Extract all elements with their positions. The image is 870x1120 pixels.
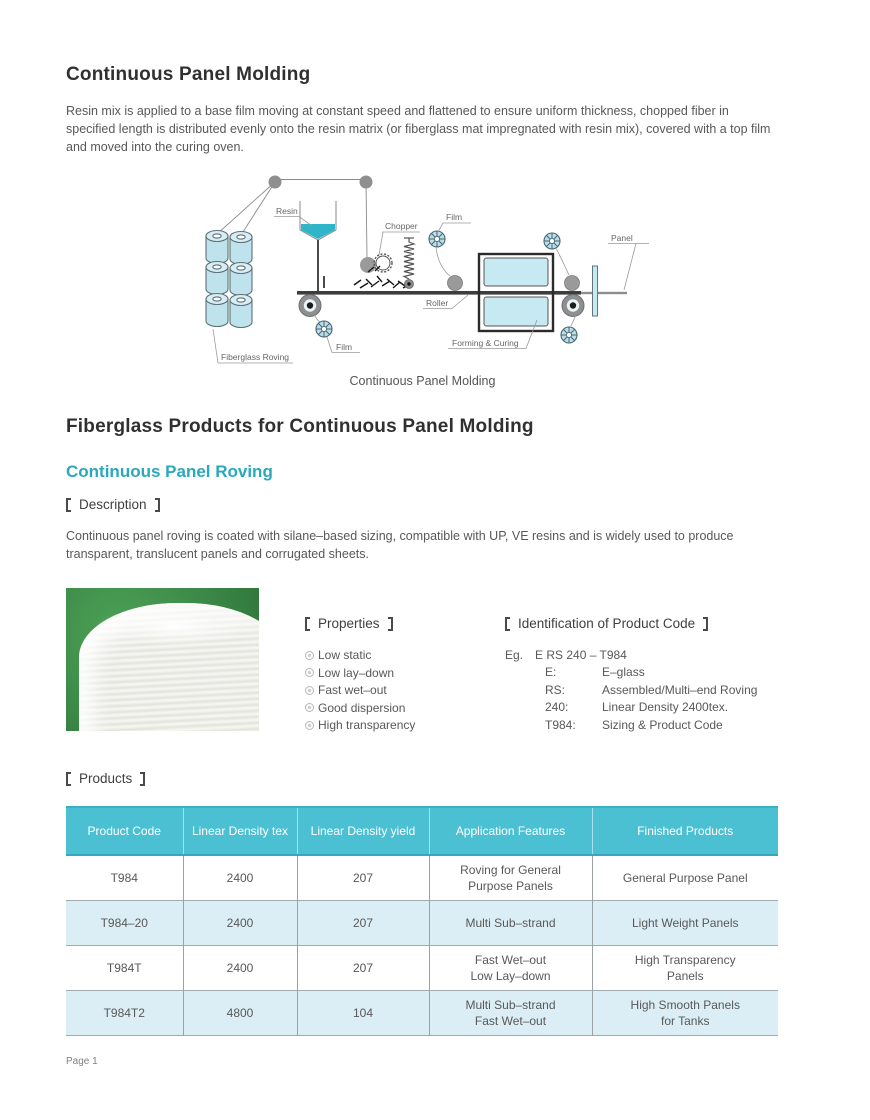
cell-finished bbox=[592, 991, 778, 1036]
svg-text:Film: Film bbox=[446, 212, 463, 222]
svg-text:Roller: Roller bbox=[426, 298, 449, 308]
film-roll-right-top-icon bbox=[544, 233, 560, 249]
code-meaning: Linear Density 2400tex. bbox=[602, 700, 729, 715]
cell-product-code: T984 bbox=[110, 871, 138, 885]
description-text: Continuous panel roving is coated with silane–based sizing, compatible with UP, VE resins and is widely used to produce transparent, translucent panels and corrugated sheets. bbox=[66, 529, 734, 561]
property-label: Low lay–down bbox=[318, 665, 395, 680]
table-header bbox=[66, 807, 778, 855]
property-bullet-icon bbox=[305, 703, 314, 712]
header-application-features: Application Features bbox=[429, 807, 592, 855]
cell-density: 4800 bbox=[183, 991, 297, 1036]
identification-example bbox=[505, 646, 778, 664]
code-term: 240: bbox=[545, 700, 569, 715]
cell-finished bbox=[592, 901, 778, 946]
code-term: T984: bbox=[545, 717, 576, 732]
table-row bbox=[66, 855, 778, 901]
example-code: E RS 240 – T984 bbox=[535, 647, 627, 662]
cell-features bbox=[429, 901, 592, 946]
cell-yield: 207 bbox=[297, 946, 429, 991]
diagram-caption: Continuous Panel Molding bbox=[349, 374, 496, 388]
cell-density: 2400 bbox=[183, 901, 297, 946]
code-meaning: E–glass bbox=[602, 665, 645, 680]
fiberglass-roving-spools bbox=[206, 231, 252, 328]
description-heading-label: Description bbox=[79, 497, 147, 512]
svg-text:Film: Film bbox=[336, 342, 353, 352]
properties-list bbox=[305, 647, 485, 735]
intro-text: Resin mix is applied to a base film moving at constant speed and flattened to ensure uniform thickness, chopped fiber in specified length is distributed evenly onto the resin matrix (or fiberglass mat impregnated with resin mix), covered with a top film and moved into the curing oven. bbox=[66, 104, 771, 154]
belt-line bbox=[297, 291, 581, 295]
cell-finished bbox=[592, 855, 778, 901]
cell-line: High Transparency bbox=[634, 953, 736, 967]
page bbox=[66, 0, 778, 1120]
property-item bbox=[305, 699, 485, 717]
property-bullet-icon bbox=[305, 686, 314, 695]
svg-text:Forming & Curing: Forming & Curing bbox=[452, 338, 519, 348]
property-item bbox=[305, 647, 485, 665]
properties-heading bbox=[305, 616, 393, 631]
cell-line: Panels bbox=[666, 969, 704, 983]
subsection-title: Continuous Panel Roving bbox=[66, 462, 273, 481]
page-number: Page 1 bbox=[66, 1056, 98, 1067]
cell-line: Roving for General bbox=[460, 863, 561, 877]
roving-highlight bbox=[96, 606, 256, 646]
property-item bbox=[305, 664, 485, 682]
cell-line: High Smooth Panels bbox=[630, 998, 740, 1012]
cell-line: Low Lay–down bbox=[470, 969, 551, 983]
cell-line: for Tanks bbox=[661, 1014, 710, 1028]
cell-density: 2400 bbox=[183, 946, 297, 991]
cell-product-code: T984T2 bbox=[103, 1006, 145, 1020]
property-bullet-icon bbox=[305, 651, 314, 660]
cell-product-code: T984T bbox=[106, 961, 142, 975]
property-item bbox=[305, 682, 485, 700]
label-panel bbox=[608, 233, 649, 290]
eg-label: Eg. bbox=[505, 647, 524, 662]
label-film-top bbox=[438, 212, 471, 232]
header-finished-products: Finished Products bbox=[592, 807, 778, 855]
cell-line: Fast Wet–out bbox=[474, 1014, 547, 1028]
table-row bbox=[66, 991, 778, 1036]
panel-output-line bbox=[581, 292, 627, 294]
cell-line: Multi Sub–strand bbox=[465, 916, 556, 930]
section-title: Fiberglass Products for Continuous Panel Molding bbox=[66, 416, 534, 437]
svg-text:Resin: Resin bbox=[276, 206, 298, 216]
pulley-icons bbox=[269, 176, 373, 189]
code-term: RS: bbox=[545, 682, 566, 697]
film-roll-top-icon bbox=[429, 231, 463, 291]
cell-line: Fast Wet–out bbox=[474, 953, 547, 967]
cell-features bbox=[429, 855, 592, 901]
identification-heading bbox=[505, 616, 708, 631]
products-table bbox=[66, 806, 778, 1036]
svg-text:Fiberglass Roving: Fiberglass Roving bbox=[221, 352, 290, 362]
identification-row bbox=[505, 716, 778, 734]
cell-yield: 207 bbox=[297, 901, 429, 946]
label-film-bottom bbox=[327, 337, 360, 353]
left-drive-roller bbox=[299, 295, 321, 324]
small-roller-icon bbox=[405, 280, 414, 289]
film-roll-bottom-icon bbox=[316, 321, 332, 337]
cell-features bbox=[429, 991, 592, 1036]
page-title: Continuous Panel Molding bbox=[66, 64, 311, 85]
cell-density: 2400 bbox=[183, 855, 297, 901]
identification-row bbox=[505, 699, 778, 717]
identification-row bbox=[505, 681, 778, 699]
description-heading bbox=[66, 497, 160, 512]
product-info-row bbox=[66, 588, 778, 748]
identification-block bbox=[505, 616, 778, 734]
cell-line: Light Weight Panels bbox=[631, 916, 739, 930]
property-item bbox=[305, 717, 485, 735]
cell-line: General Purpose Panel bbox=[622, 871, 748, 885]
property-label: Fast wet–out bbox=[318, 683, 387, 698]
table-row bbox=[66, 901, 778, 946]
product-photo bbox=[66, 588, 259, 731]
properties-block bbox=[305, 616, 485, 734]
svg-text:Chopper: Chopper bbox=[385, 221, 418, 231]
property-bullet-icon bbox=[305, 668, 314, 677]
products-heading-label: Products bbox=[79, 771, 133, 786]
products-heading bbox=[66, 771, 145, 786]
identification-row bbox=[505, 664, 778, 682]
header-linear-density-yield: Linear Density yield bbox=[297, 807, 429, 855]
identification-heading-label: Identification of Product Code bbox=[518, 616, 696, 631]
property-label: High transparency bbox=[318, 718, 416, 733]
panel-bar bbox=[593, 266, 598, 316]
header-linear-density-tex: Linear Density tex bbox=[183, 807, 297, 855]
label-roller bbox=[423, 295, 468, 309]
process-diagram-svg bbox=[180, 168, 665, 368]
cell-features bbox=[429, 946, 592, 991]
header-product-code: Product Code bbox=[66, 807, 183, 855]
code-meaning: Sizing & Product Code bbox=[602, 717, 723, 732]
spring-comb bbox=[404, 238, 414, 279]
cell-line: Multi Sub–strand bbox=[465, 998, 556, 1012]
property-label: Low static bbox=[318, 648, 372, 663]
property-label: Good dispersion bbox=[318, 700, 406, 715]
cell-line: Purpose Panels bbox=[468, 879, 553, 893]
process-diagram bbox=[180, 168, 665, 373]
code-term: E: bbox=[545, 665, 557, 680]
label-fiberglass-roving bbox=[213, 329, 293, 363]
svg-text:Panel: Panel bbox=[611, 233, 633, 243]
cell-finished bbox=[592, 946, 778, 991]
table-row bbox=[66, 946, 778, 991]
property-bullet-icon bbox=[305, 721, 314, 730]
resin-funnel bbox=[300, 201, 336, 291]
cell-yield: 104 bbox=[297, 991, 429, 1036]
cell-yield: 207 bbox=[297, 855, 429, 901]
film-roll-right-bottom-icon bbox=[561, 327, 577, 343]
code-meaning: Assembled/Multi–end Roving bbox=[602, 682, 758, 697]
cell-product-code: T984–20 bbox=[100, 916, 148, 930]
properties-heading-label: Properties bbox=[318, 616, 380, 631]
